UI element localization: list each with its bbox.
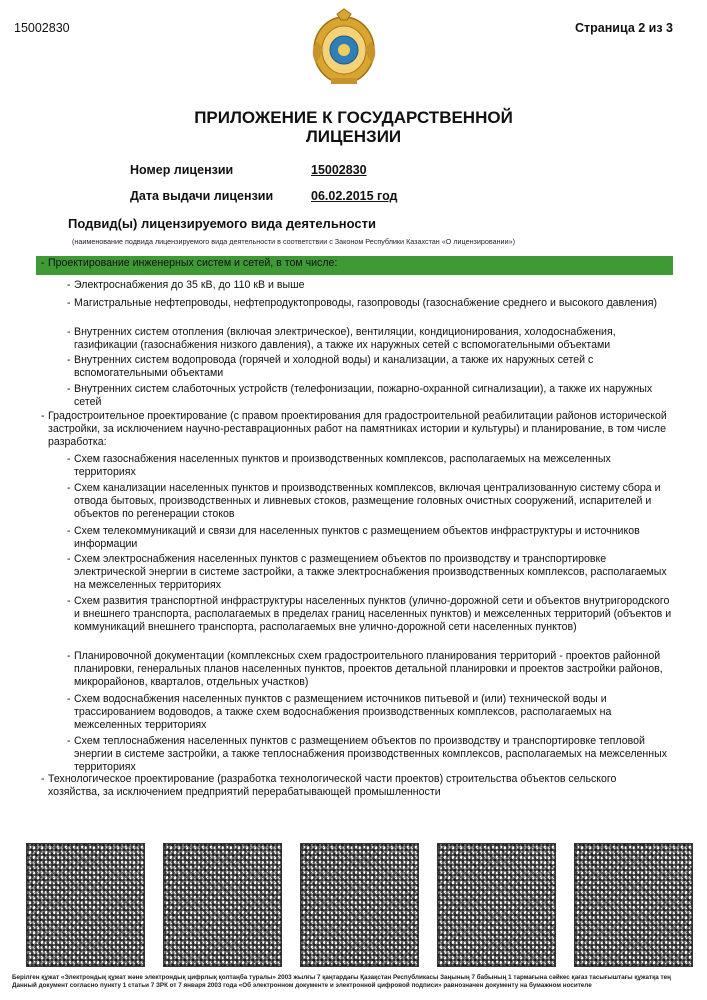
license-date-value: 06.02.2015 год (311, 189, 398, 203)
list-item-text: Схем телекоммуникаций и связи для населенных пунктов с размещением объектов инфраструктуры и источников информации (74, 525, 640, 550)
list-item-text: Схем электроснабжения населенных пунктов с размещением объектов по производству и транспортировке электрической энергии в системе застройки, а также электроснабжения производственных комплексов, располагаемых на межселенных территориях (74, 553, 667, 591)
license-date-label: Дата выдачи лицензии (130, 189, 274, 203)
list-item-text: Внутренних систем водопровода (горячей и холодной воды) и канализации, а также их наружных сетей с вспомогательными объектами (74, 354, 594, 379)
footer-line-russian: Данный документ согласно пункту 1 статьи 7 ЗРК от 7 января 2003 года «Об электронном документе и электронной цифровой подписи» равнозначен документу на бумажном носителе (12, 982, 592, 989)
qr-code (163, 843, 282, 967)
qr-code (300, 843, 419, 967)
page-indicator: Страница 2 из 3 (575, 21, 673, 35)
list-item-text: Схем канализации населенных пунктов и производственных комплексов, включая централизованную систему сбора и отвода бытовых, производственных и ливневых стоков, размещение головных очистных сооружений, испарителей и объектов по регенерации стоков (74, 482, 661, 520)
list-item-text: Технологическое проектирование (разработка технологической части проектов) строительства объектов сельского хозяйства, за исключением предприятий перерабатывающей промышленности (48, 773, 617, 798)
list-item: - Схем канализации населенных пунктов и производственных комплексов, включая централизованную систему сбора и отвода бытовых, производственных и ливневых стоков, размещение головных очистных сооружений, испарителей и объектов по регенерации стоков (67, 482, 661, 520)
footer-note (12, 974, 702, 990)
list-item: - Внутренних систем слаботочных устройств (телефонизации, пожарно-охранной сигнализации), а также их наружных сетей (67, 383, 653, 408)
list-item-text: Магистральные нефтепроводы, нефтепродуктопроводы, газопроводы (газоснабжение среднего и высокого давления) (74, 297, 658, 309)
list-item-text: Планировочной документации (комплексных схем градостроительного планирования территорий - проектов районной планировки, генеральных планов населенных пунктов, проектов детальной планировки и проектов застройки районов, микрорайонов, кварталов, отдельных участков) (74, 650, 663, 688)
section-heading: Подвид(ы) лицензируемого вида деятельности (68, 216, 377, 231)
state-emblem-icon (307, 8, 381, 92)
qr-code (574, 843, 693, 967)
list-item-text: Градостроительное проектирование (с правом проектирования для градостроительной реабилитации районов исторической застройки, за исключением научно-реставрационных работ на памятниках истории и культуры) и планирование, в том числе разработка: (48, 410, 667, 448)
list-item: - Технологическое проектирование (разработка технологической части проектов) строительства объектов сельского хозяйства, за исключением предприятий перерабатывающей промышленности (41, 773, 617, 798)
list-item: - Магистральные нефтепроводы, нефтепродуктопроводы, газопроводы (газоснабжение среднего и высокого давления) (67, 297, 658, 309)
list-item-text: Схем газоснабжения населенных пунктов и производственных комплексов, располагаемых на межселенных территориях (74, 453, 611, 478)
title-line: ПРИЛОЖЕНИЕ К ГОСУДАРСТВЕННОЙ (194, 108, 513, 127)
list-item-text: Схем развития транспортной инфраструктуры населенных пунктов (улично-дорожной сети и объектов внутригородского и внешнего транспорта, располагаемых в пределах границ населенных пунктов) и межселенных территорий (объектов и коммуникаций внешнего транспорта, располагаемых вне улично-дорожной сети населенных пунктов) (74, 595, 672, 633)
document-number: 15002830 (14, 21, 70, 35)
list-item: - Схем развития транспортной инфраструктуры населенных пунктов (улично-дорожной сети и объектов внутригородского и внешнего транспорта, располагаемых в пределах границ населенных пунктов) и межселенных территорий (объектов и коммуникаций внешнего транспорта, располагаемых вне улично-дорожной сети населенных пунктов) (67, 595, 672, 633)
list-item: - Схем телекоммуникаций и связи для населенных пунктов с размещением объектов инфраструктуры и источников информации (67, 525, 640, 550)
list-item-text: Схем водоснабжения населенных пунктов с размещением источников питьевой и (или) технической воды и трассированием водоводов, а также схем водоснабжения производственных комплексов, располагаемых на межселенных территориях (74, 693, 612, 731)
license-number-label: Номер лицензии (130, 163, 234, 177)
section-note: (наименование подвида лицензируемого вида деятельности в соответствии с Законом Республики Казахстан «О лицензировании») (72, 237, 515, 246)
list-item: - Градостроительное проектирование (с правом проектирования для градостроительной реабилитации районов исторической застройки, за исключением научно-реставрационных работ на памятниках истории и культуры) и планирование, в том числе разработка: (41, 410, 667, 448)
document-title (0, 108, 707, 146)
list-item-text: Проектирование инженерных систем и сетей, в том числе: (48, 257, 338, 269)
qr-code-row (26, 843, 686, 965)
list-item: - Внутренних систем водопровода (горячей и холодной воды) и канализации, а также их наружных сетей с вспомогательными объектами (67, 354, 594, 379)
list-item-text: Внутренних систем слаботочных устройств (телефонизации, пожарно-охранной сигнализации), а также их наружных сетей (74, 383, 653, 408)
license-number-value: 15002830 (311, 163, 367, 177)
list-item: - Схем теплоснабжения населенных пунктов с размещением объектов по производству и транспортировке тепловой энергии в системе застройки, а также теплоснабжения производственных комплексов, располагаемых на межселенных территориях (67, 735, 668, 773)
list-item: - Схем газоснабжения населенных пунктов и производственных комплексов, располагаемых на межселенных территориях (67, 453, 611, 478)
qr-code (437, 843, 556, 967)
list-item: - Электроснабжения до 35 кВ, до 110 кВ и выше (67, 279, 305, 291)
list-item: - Схем электроснабжения населенных пунктов с размещением объектов по производству и транспортировке электрической энергии в системе застройки, а также электроснабжения производственных комплексов, располагаемых на межселенных территориях (67, 553, 667, 591)
list-item: - Внутренних систем отопления (включая электрическое), вентиляции, кондиционирования, холодоснабжения, газификации (газоснабжения низкого давления), а также их наружных сетей с вспомогательными объектами (67, 326, 616, 351)
list-item-text: Внутренних систем отопления (включая электрическое), вентиляции, кондиционирования, холодоснабжения, газификации (газоснабжения низкого давления), а также их наружных сетей с вспомогательными объектами (74, 326, 616, 351)
list-item-text: Электроснабжения до 35 кВ, до 110 кВ и выше (74, 279, 305, 291)
list-item: - Планировочной документации (комплексных схем градостроительного планирования территорий - проектов районной планировки, генеральных планов населенных пунктов, проектов детальной планировки и проектов застройки районов, микрорайонов, кварталов, отдельных участков) (67, 650, 663, 688)
list-item: - Проектирование инженерных систем и сетей, в том числе: (41, 257, 338, 269)
qr-code (26, 843, 145, 967)
list-item-text: Схем теплоснабжения населенных пунктов с размещением объектов по производству и транспортировке тепловой энергии в системе застройки, а также теплоснабжения производственных комплексов, располагаемых на межселенных территориях (74, 735, 668, 773)
title-line: ЛИЦЕНЗИИ (305, 127, 402, 146)
list-item: - Схем водоснабжения населенных пунктов с размещением источников питьевой и (или) технической воды и трассированием водоводов, а также схем водоснабжения производственных комплексов, располагаемых на межселенных территориях (67, 693, 612, 731)
footer-line-kazakh: Берілген құжат «Электрондық құжат және электрондық цифрлық қолтаңба туралы» 2003 жылғы 7 қаңтардағы Қазақстан Республикасы Заңының 7 бабының 1 тармағына сәйкес қағаз тасығыштағы құжатқа тең (12, 974, 671, 981)
